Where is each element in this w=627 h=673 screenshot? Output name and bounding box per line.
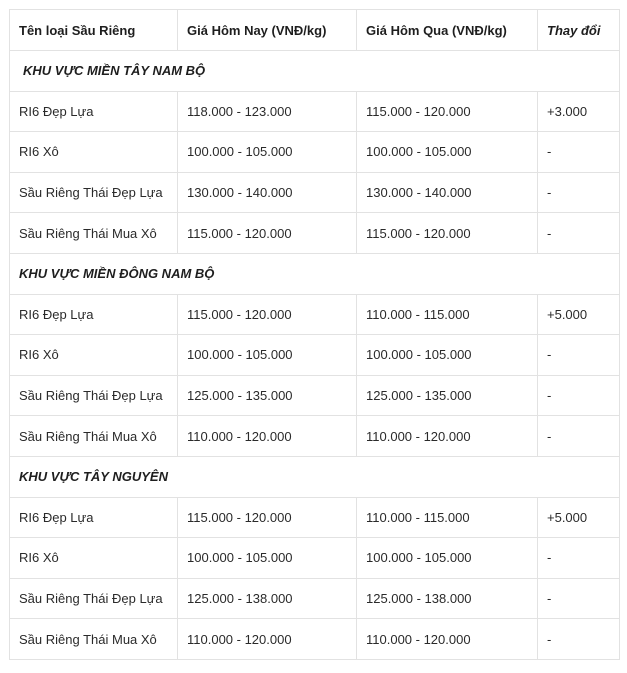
table-row <box>10 578 620 619</box>
table-row <box>10 619 620 660</box>
cell-durian-type: RI6 Đẹp Lựa <box>10 91 178 132</box>
cell-price-today: 118.000 - 123.000 <box>178 91 357 132</box>
cell-price-today: 110.000 - 120.000 <box>178 416 357 457</box>
cell-price-today: 100.000 - 105.000 <box>178 335 357 376</box>
header-row <box>10 10 620 51</box>
cell-durian-type: Sầu Riêng Thái Mua Xô <box>10 619 178 660</box>
section-row <box>10 253 620 294</box>
section-row <box>10 456 620 497</box>
section-title: KHU VỰC MIỀN ĐÔNG NAM BỘ <box>10 253 620 294</box>
cell-price-yesterday: 110.000 - 120.000 <box>357 416 538 457</box>
header-change: Thay đổi <box>538 10 620 51</box>
header-price-yesterday: Giá Hôm Qua (VNĐ/kg) <box>357 10 538 51</box>
cell-change: - <box>538 578 620 619</box>
cell-price-today: 100.000 - 105.000 <box>178 132 357 173</box>
price-table-container <box>9 9 619 660</box>
table-row <box>10 335 620 376</box>
cell-price-yesterday: 115.000 - 120.000 <box>357 213 538 254</box>
table-row <box>10 538 620 579</box>
table-row <box>10 132 620 173</box>
table-row <box>10 497 620 538</box>
cell-price-yesterday: 115.000 - 120.000 <box>357 91 538 132</box>
cell-change: - <box>538 619 620 660</box>
cell-change: - <box>538 538 620 579</box>
header-price-today: Giá Hôm Nay (VNĐ/kg) <box>178 10 357 51</box>
cell-durian-type: Sầu Riêng Thái Đẹp Lựa <box>10 578 178 619</box>
table-row <box>10 172 620 213</box>
cell-price-yesterday: 110.000 - 120.000 <box>357 619 538 660</box>
table-header <box>10 10 620 51</box>
table-row <box>10 294 620 335</box>
cell-change: - <box>538 375 620 416</box>
section-title: KHU VỰC MIỀN TÂY NAM BỘ <box>10 51 620 92</box>
table-row <box>10 213 620 254</box>
cell-price-today: 125.000 - 135.000 <box>178 375 357 416</box>
cell-price-today: 115.000 - 120.000 <box>178 294 357 335</box>
cell-price-yesterday: 100.000 - 105.000 <box>357 335 538 376</box>
section-row <box>10 51 620 92</box>
cell-change: - <box>538 335 620 376</box>
cell-durian-type: Sầu Riêng Thái Đẹp Lựa <box>10 172 178 213</box>
cell-price-today: 125.000 - 138.000 <box>178 578 357 619</box>
cell-price-yesterday: 110.000 - 115.000 <box>357 294 538 335</box>
cell-durian-type: Sầu Riêng Thái Mua Xô <box>10 213 178 254</box>
cell-price-today: 115.000 - 120.000 <box>178 497 357 538</box>
cell-change: +5.000 <box>538 497 620 538</box>
durian-price-table <box>9 9 620 660</box>
cell-durian-type: Sầu Riêng Thái Mua Xô <box>10 416 178 457</box>
section-title: KHU VỰC TÂY NGUYÊN <box>10 456 620 497</box>
cell-price-today: 100.000 - 105.000 <box>178 538 357 579</box>
table-row <box>10 375 620 416</box>
cell-change: - <box>538 416 620 457</box>
table-row <box>10 416 620 457</box>
cell-change: +3.000 <box>538 91 620 132</box>
cell-change: +5.000 <box>538 294 620 335</box>
cell-price-yesterday: 100.000 - 105.000 <box>357 538 538 579</box>
cell-price-yesterday: 125.000 - 138.000 <box>357 578 538 619</box>
cell-price-yesterday: 110.000 - 115.000 <box>357 497 538 538</box>
table-body <box>10 51 620 660</box>
cell-change: - <box>538 132 620 173</box>
cell-durian-type: RI6 Xô <box>10 132 178 173</box>
cell-durian-type: Sầu Riêng Thái Đẹp Lựa <box>10 375 178 416</box>
cell-price-today: 110.000 - 120.000 <box>178 619 357 660</box>
cell-price-yesterday: 130.000 - 140.000 <box>357 172 538 213</box>
header-durian-type: Tên loại Sầu Riêng <box>10 10 178 51</box>
cell-change: - <box>538 213 620 254</box>
cell-price-today: 130.000 - 140.000 <box>178 172 357 213</box>
cell-price-today: 115.000 - 120.000 <box>178 213 357 254</box>
cell-durian-type: RI6 Xô <box>10 335 178 376</box>
cell-durian-type: RI6 Đẹp Lựa <box>10 294 178 335</box>
cell-durian-type: RI6 Xô <box>10 538 178 579</box>
cell-change: - <box>538 172 620 213</box>
cell-durian-type: RI6 Đẹp Lựa <box>10 497 178 538</box>
cell-price-yesterday: 100.000 - 105.000 <box>357 132 538 173</box>
cell-price-yesterday: 125.000 - 135.000 <box>357 375 538 416</box>
table-row <box>10 91 620 132</box>
